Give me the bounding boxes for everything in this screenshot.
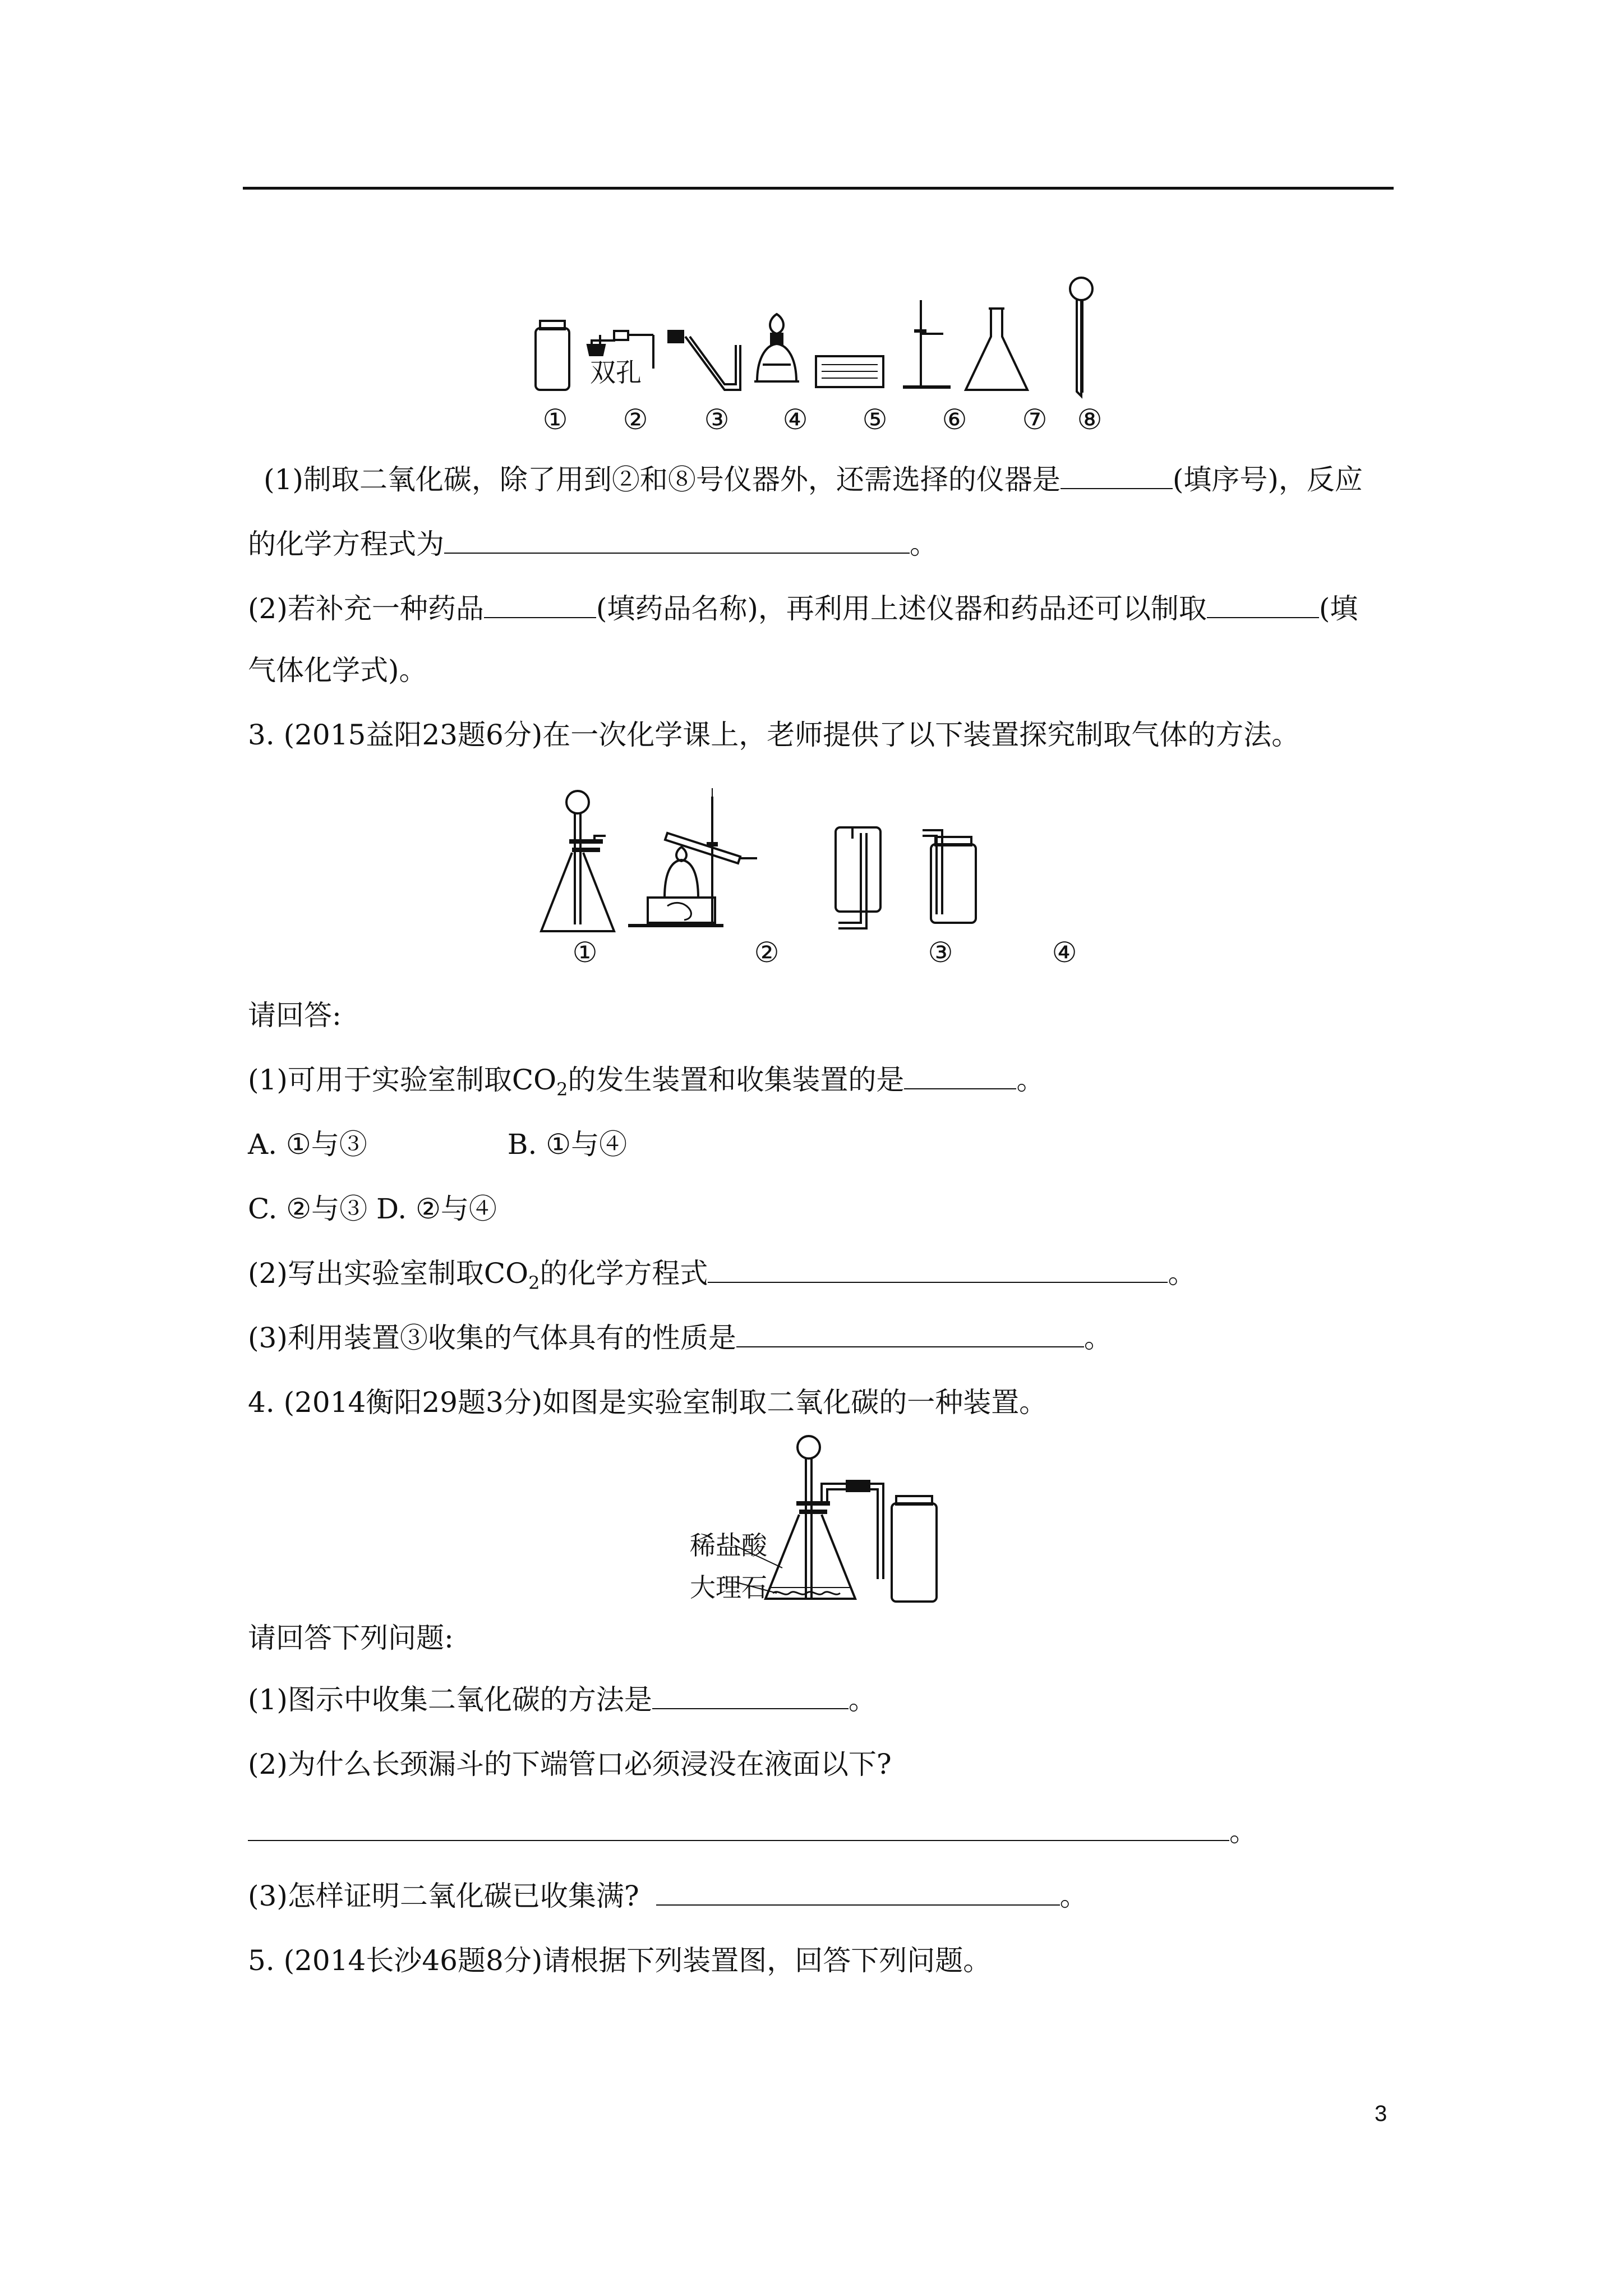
figure-number: ④ — [1052, 936, 1077, 969]
figure-number: ③ — [928, 936, 953, 969]
downward-collection-icon — [836, 827, 880, 928]
answer-blank[interactable] — [652, 1681, 849, 1709]
answer-blank[interactable] — [484, 590, 596, 618]
figure-number: ② — [754, 936, 780, 969]
q5-title: 5. (2014长沙46题8分)请根据下列装置图，回答下列问题。 — [248, 1944, 992, 1977]
q4-sub2-answer: 。 — [248, 1812, 1257, 1851]
figure-number: ① — [572, 936, 598, 969]
heating-apparatus-icon — [628, 788, 757, 926]
answer-blank[interactable] — [248, 1813, 1229, 1841]
q4-sub3: (3)怎样证明二氧化碳已收集满? 。 — [248, 1876, 1088, 1916]
answer-blank[interactable] — [736, 1319, 1084, 1347]
conical-flask-icon — [966, 309, 1027, 390]
apparatus-figure-2 — [538, 785, 1110, 942]
flask-with-funnel-icon — [541, 791, 614, 931]
q3-title: 3. (2015益阳23题6分)在一次化学课上，老师提供了以下装置探究制取气体的方法。 — [248, 719, 1300, 751]
alcohol-lamp-icon — [754, 314, 799, 381]
q3-sub1: (1)可用于实验室制取$CO_2$的发生装置和收集装置的是 。 — [248, 1060, 1044, 1109]
figure-number: ③ — [704, 403, 730, 436]
bent-tube-icon — [668, 331, 740, 390]
q2-part2-line2: 气体化学式)。 — [248, 654, 427, 687]
q2-part1-line2: 的化学方程式为 。 — [248, 524, 938, 564]
option-a[interactable]: A. ①与③ — [248, 1128, 367, 1161]
answer-blank[interactable] — [444, 526, 910, 554]
two-hole-label: 双孔 — [590, 357, 642, 388]
figure-number: ⑦ — [1022, 403, 1048, 436]
q3-options-ab — [248, 1125, 627, 1164]
q2-part1-line1: (1)制取二氧化碳，除了用到②和⑧号仪器外，还需选择的仪器是 (填序号)，反应 — [264, 460, 1363, 499]
gas-jar-icon — [536, 321, 569, 390]
figure-number: ② — [623, 403, 648, 436]
answer-blank[interactable] — [1207, 590, 1319, 618]
q4-sub2: (2)为什么长颈漏斗的下端管口必须浸没在液面以下? — [248, 1748, 892, 1780]
upward-collection-icon — [923, 830, 976, 923]
figure-number: ⑥ — [942, 403, 967, 436]
long-neck-funnel-icon — [1070, 278, 1092, 396]
answer-blank[interactable] — [656, 1878, 1060, 1906]
figure-number: ⑧ — [1077, 403, 1103, 436]
label-dilute-hcl: 稀盐酸 — [690, 1530, 767, 1561]
header-rule — [243, 187, 1394, 190]
q2-part2-line1: (2)若补充一种药品 (填药品名称)，再利用上述仪器和药品还可以制取 (填 — [248, 589, 1358, 628]
option-b[interactable]: B. ①与④ — [507, 1128, 628, 1161]
answer-blank[interactable] — [708, 1255, 1168, 1283]
water-trough-icon — [816, 356, 883, 387]
q3-sub3: (3)利用装置③收集的气体具有的性质是 。 — [248, 1318, 1112, 1358]
page-number: 3 — [1375, 2101, 1387, 2126]
q3-sub2: (2)写出实验室制取$CO_2$的化学方程式 。 — [248, 1254, 1196, 1303]
q4-sub1: (1)图示中收集二氧化碳的方法是 。 — [248, 1680, 877, 1719]
answer-blank[interactable] — [904, 1061, 1016, 1089]
figure-number: ① — [542, 403, 568, 436]
label-marble: 大理石 — [690, 1572, 767, 1603]
q3-prompt: 请回答: — [248, 999, 342, 1032]
figure-number: ⑤ — [862, 403, 888, 436]
q4-prompt: 请回答下列问题: — [248, 1622, 454, 1654]
iron-stand-icon — [903, 300, 951, 387]
figure-number: ④ — [782, 403, 808, 436]
q3-options-cd[interactable]: C. ②与③ D. ②与④ — [248, 1193, 497, 1225]
q4-title: 4. (2014衡阳29题3分)如图是实验室制取二氧化碳的一种装置。 — [248, 1386, 1048, 1419]
apparatus-figure-1 — [522, 275, 1127, 404]
answer-blank[interactable] — [1061, 461, 1173, 489]
